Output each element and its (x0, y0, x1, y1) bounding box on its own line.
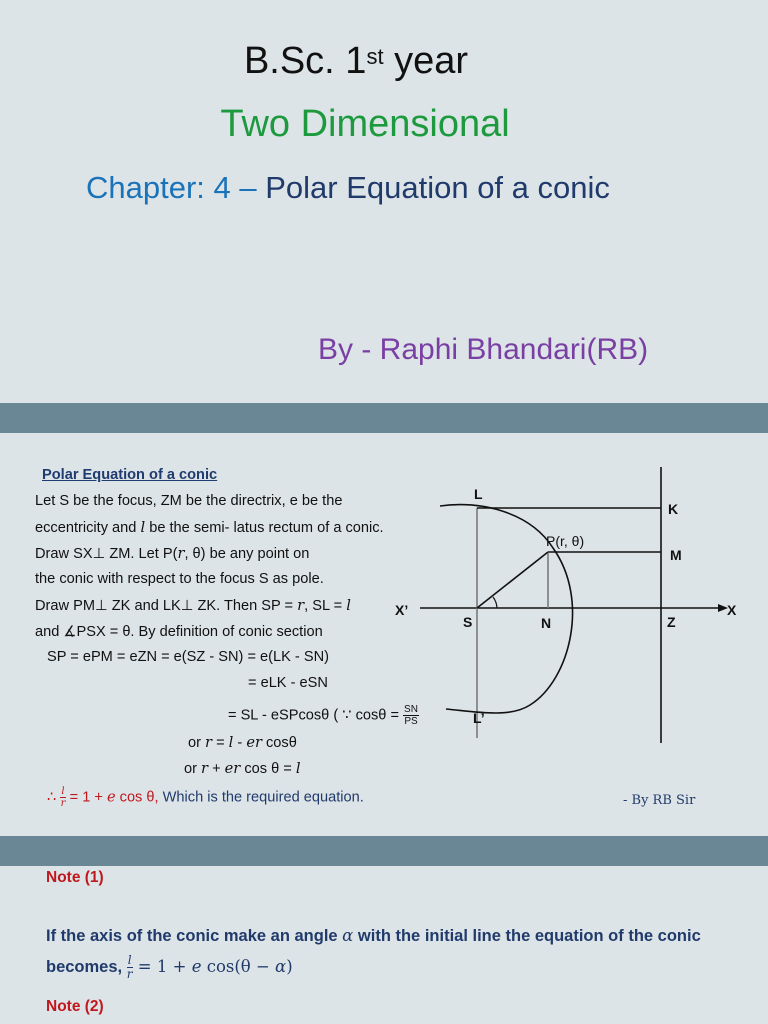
text-line: and ∡PSX = θ. By definition of conic section (35, 624, 323, 640)
equation-line: or r + er cos θ = l (184, 760, 301, 777)
note-1-text: If the axis of the conic make an angle α with the initial line the equation of the conic (46, 926, 701, 945)
label-K: K (668, 501, 679, 517)
equation-line: = eLK - eSN (248, 675, 328, 691)
equation-line: = SL - eSPcosθ ( ∵ cosθ = $\frac{SN}{PS}$ (228, 704, 418, 727)
section-heading: Polar Equation of a conic (42, 467, 218, 483)
text-line: Let S be the focus, ZM be the directrix, e be the (35, 493, 343, 509)
label-X: X (727, 602, 737, 618)
label-N: N (541, 615, 552, 631)
label-P: P(r, θ) (546, 533, 585, 549)
fraction-sn-ps: $\frac{SN}{PS}$ (404, 704, 418, 727)
notes-slide (0, 866, 768, 1024)
author-credit: - By RB Sir (623, 793, 696, 808)
text-line: Draw SX⊥ ZM. Let P(r, θ) be any point on (35, 545, 310, 562)
author-line: By - Raphi Bhandari(RB) (318, 333, 649, 366)
note-2-heading: Note (2) (46, 998, 104, 1015)
equation-line: SP = ePM = eZN = e(SZ - SN) = e(LK - SN) (47, 649, 329, 665)
label-M: M (670, 547, 682, 563)
label-L-prime: L’ (473, 710, 485, 726)
label-S: S (463, 614, 473, 630)
subject-title: Two Dimensional (220, 103, 510, 145)
note-1-heading: Note (1) (46, 869, 104, 886)
course-title: B.Sc. 1st year (243, 40, 469, 82)
label-L: L (474, 486, 483, 502)
note-1-equation: becomes, $\frac{l}{r}$ = 1 + e cos(θ − α) (46, 953, 293, 981)
text-line: eccentricity and l be the semi- latus rectum of a conic. (35, 519, 384, 536)
fraction-l-r: $\frac{l}{r}$ (60, 786, 66, 809)
fraction-l-r: $\frac{l}{r}$ (126, 953, 133, 981)
text-line: Draw PM⊥ ZK and LK⊥ ZK. Then SP = r, SL = l (35, 597, 351, 614)
label-Z: Z (667, 614, 676, 630)
text-line: the conic with respect to the focus S as pole. (35, 571, 324, 587)
equation-line: or r = l - er cosθ (188, 734, 297, 751)
label-X-prime: X’ (395, 602, 409, 618)
chapter-title: Chapter: 4 – Polar Equation of a conic (86, 170, 610, 205)
final-equation: ∴ $\frac{l}{r}$ = 1 + e cos θ, Which is the required equation. (47, 786, 364, 809)
